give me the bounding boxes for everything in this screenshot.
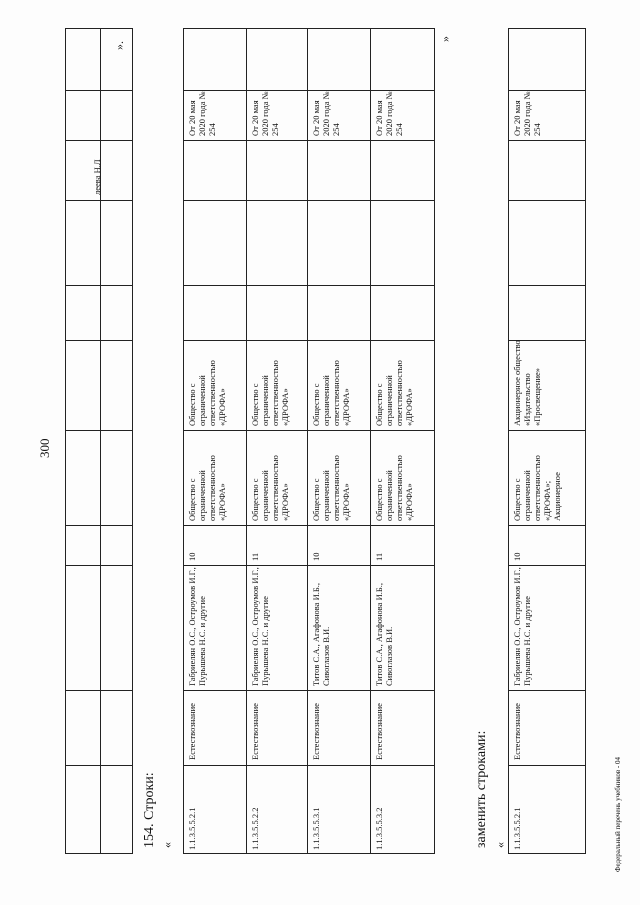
open-quote-2: « bbox=[493, 842, 507, 848]
table-row-2-order: От 20 мая 2020 года № 254 bbox=[250, 91, 280, 136]
table-row-3-authors: Титов С.А., Агафонова И.Б., Сивоглазов В.И. bbox=[311, 583, 331, 686]
table-row-1-code: 1.1.3.5.5.2.1 bbox=[187, 807, 197, 850]
new-row-subject: Естествознание bbox=[512, 703, 522, 760]
new-row-authors: Габриелян О.С., Остроумов И.Г., Пурышева Н.С. и другие bbox=[512, 567, 532, 686]
table-row-4-publisher: Общество с ограниченной ответственностью «ДРОФА» bbox=[374, 455, 414, 521]
page-number: 300 bbox=[37, 438, 52, 458]
new-row-order: От 20 мая 2020 года № 254 bbox=[512, 91, 542, 136]
footer-text: Федеральный перечень учебников - 04 bbox=[614, 757, 622, 872]
table-row-1-publisher-full: Общество с ограниченной ответственностью «ДРОФА» bbox=[187, 360, 227, 426]
table-row-3-order: От 20 мая 2020 года № 254 bbox=[311, 91, 341, 136]
table-row-2-authors: Габриелян О.С., Остроумов И.Г., Пурышева Н.С. и другие bbox=[250, 567, 270, 686]
close-quote: ». bbox=[112, 41, 126, 50]
table-row-4-publisher-full: Общество с ограниченной ответственностью «ДРОФА» bbox=[374, 360, 414, 426]
top-fragment-text: леева Н.Л bbox=[92, 159, 102, 195]
table-row-3-code: 1.1.3.5.5.3.1 bbox=[311, 807, 321, 850]
table-row-4-authors: Титов С.А., Агафонова И.Б., Сивоглазов В.И. bbox=[374, 583, 394, 686]
table-row-4-grade: 11 bbox=[374, 552, 384, 561]
table-row-2-grade: 11 bbox=[250, 552, 260, 561]
new-row-code: 1.1.3.5.5.2.1 bbox=[512, 807, 522, 850]
close-quote-2: » bbox=[438, 36, 452, 42]
table-row-2-publisher: Общество с ограниченной ответственностью «ДРОФА» bbox=[250, 455, 290, 521]
table-row-3-publisher-full: Общество с ограниченной ответственностью «ДРОФА» bbox=[311, 360, 351, 426]
table-row-1-publisher: Общество с ограниченной ответственностью «ДРОФА» bbox=[187, 455, 227, 521]
new-row-publisher-full: Акционерное общество «Издательство «Просвещение» bbox=[512, 340, 542, 426]
table-row-1-grade: 10 bbox=[187, 552, 197, 561]
table-row-2-subject: Естествознание bbox=[250, 703, 260, 760]
table-row-4-subject: Естествознание bbox=[374, 703, 384, 760]
table-row-1-order: От 20 мая 2020 года № 254 bbox=[187, 91, 217, 136]
open-quote: « bbox=[160, 842, 174, 848]
table-row-1-authors: Габриелян О.С., Остроумов И.Г., Пурышева Н.С. и другие bbox=[187, 567, 207, 686]
table-row-4-order: От 20 мая 2020 года № 254 bbox=[374, 91, 404, 136]
new-row-publisher: Общество с ограниченной ответственностью «ДРОФА»; Акционерное bbox=[512, 455, 562, 521]
table-row-3-publisher: Общество с ограниченной ответственностью «ДРОФА» bbox=[311, 455, 351, 521]
new-row-grade: 10 bbox=[512, 552, 522, 561]
table-row-3-grade: 10 bbox=[311, 552, 321, 561]
table-row-4-code: 1.1.3.5.5.3.2 bbox=[374, 807, 384, 850]
table-row-2-code: 1.1.3.5.5.2.2 bbox=[250, 807, 260, 850]
table-row-3-subject: Естествознание bbox=[311, 703, 321, 760]
replace-label: заменить строками: bbox=[474, 730, 489, 848]
section-title: 154. Строки: bbox=[142, 772, 157, 848]
table-row-1-subject: Естествознание bbox=[187, 703, 197, 760]
table-row-2-publisher-full: Общество с ограниченной ответственностью «ДРОФА» bbox=[250, 360, 290, 426]
